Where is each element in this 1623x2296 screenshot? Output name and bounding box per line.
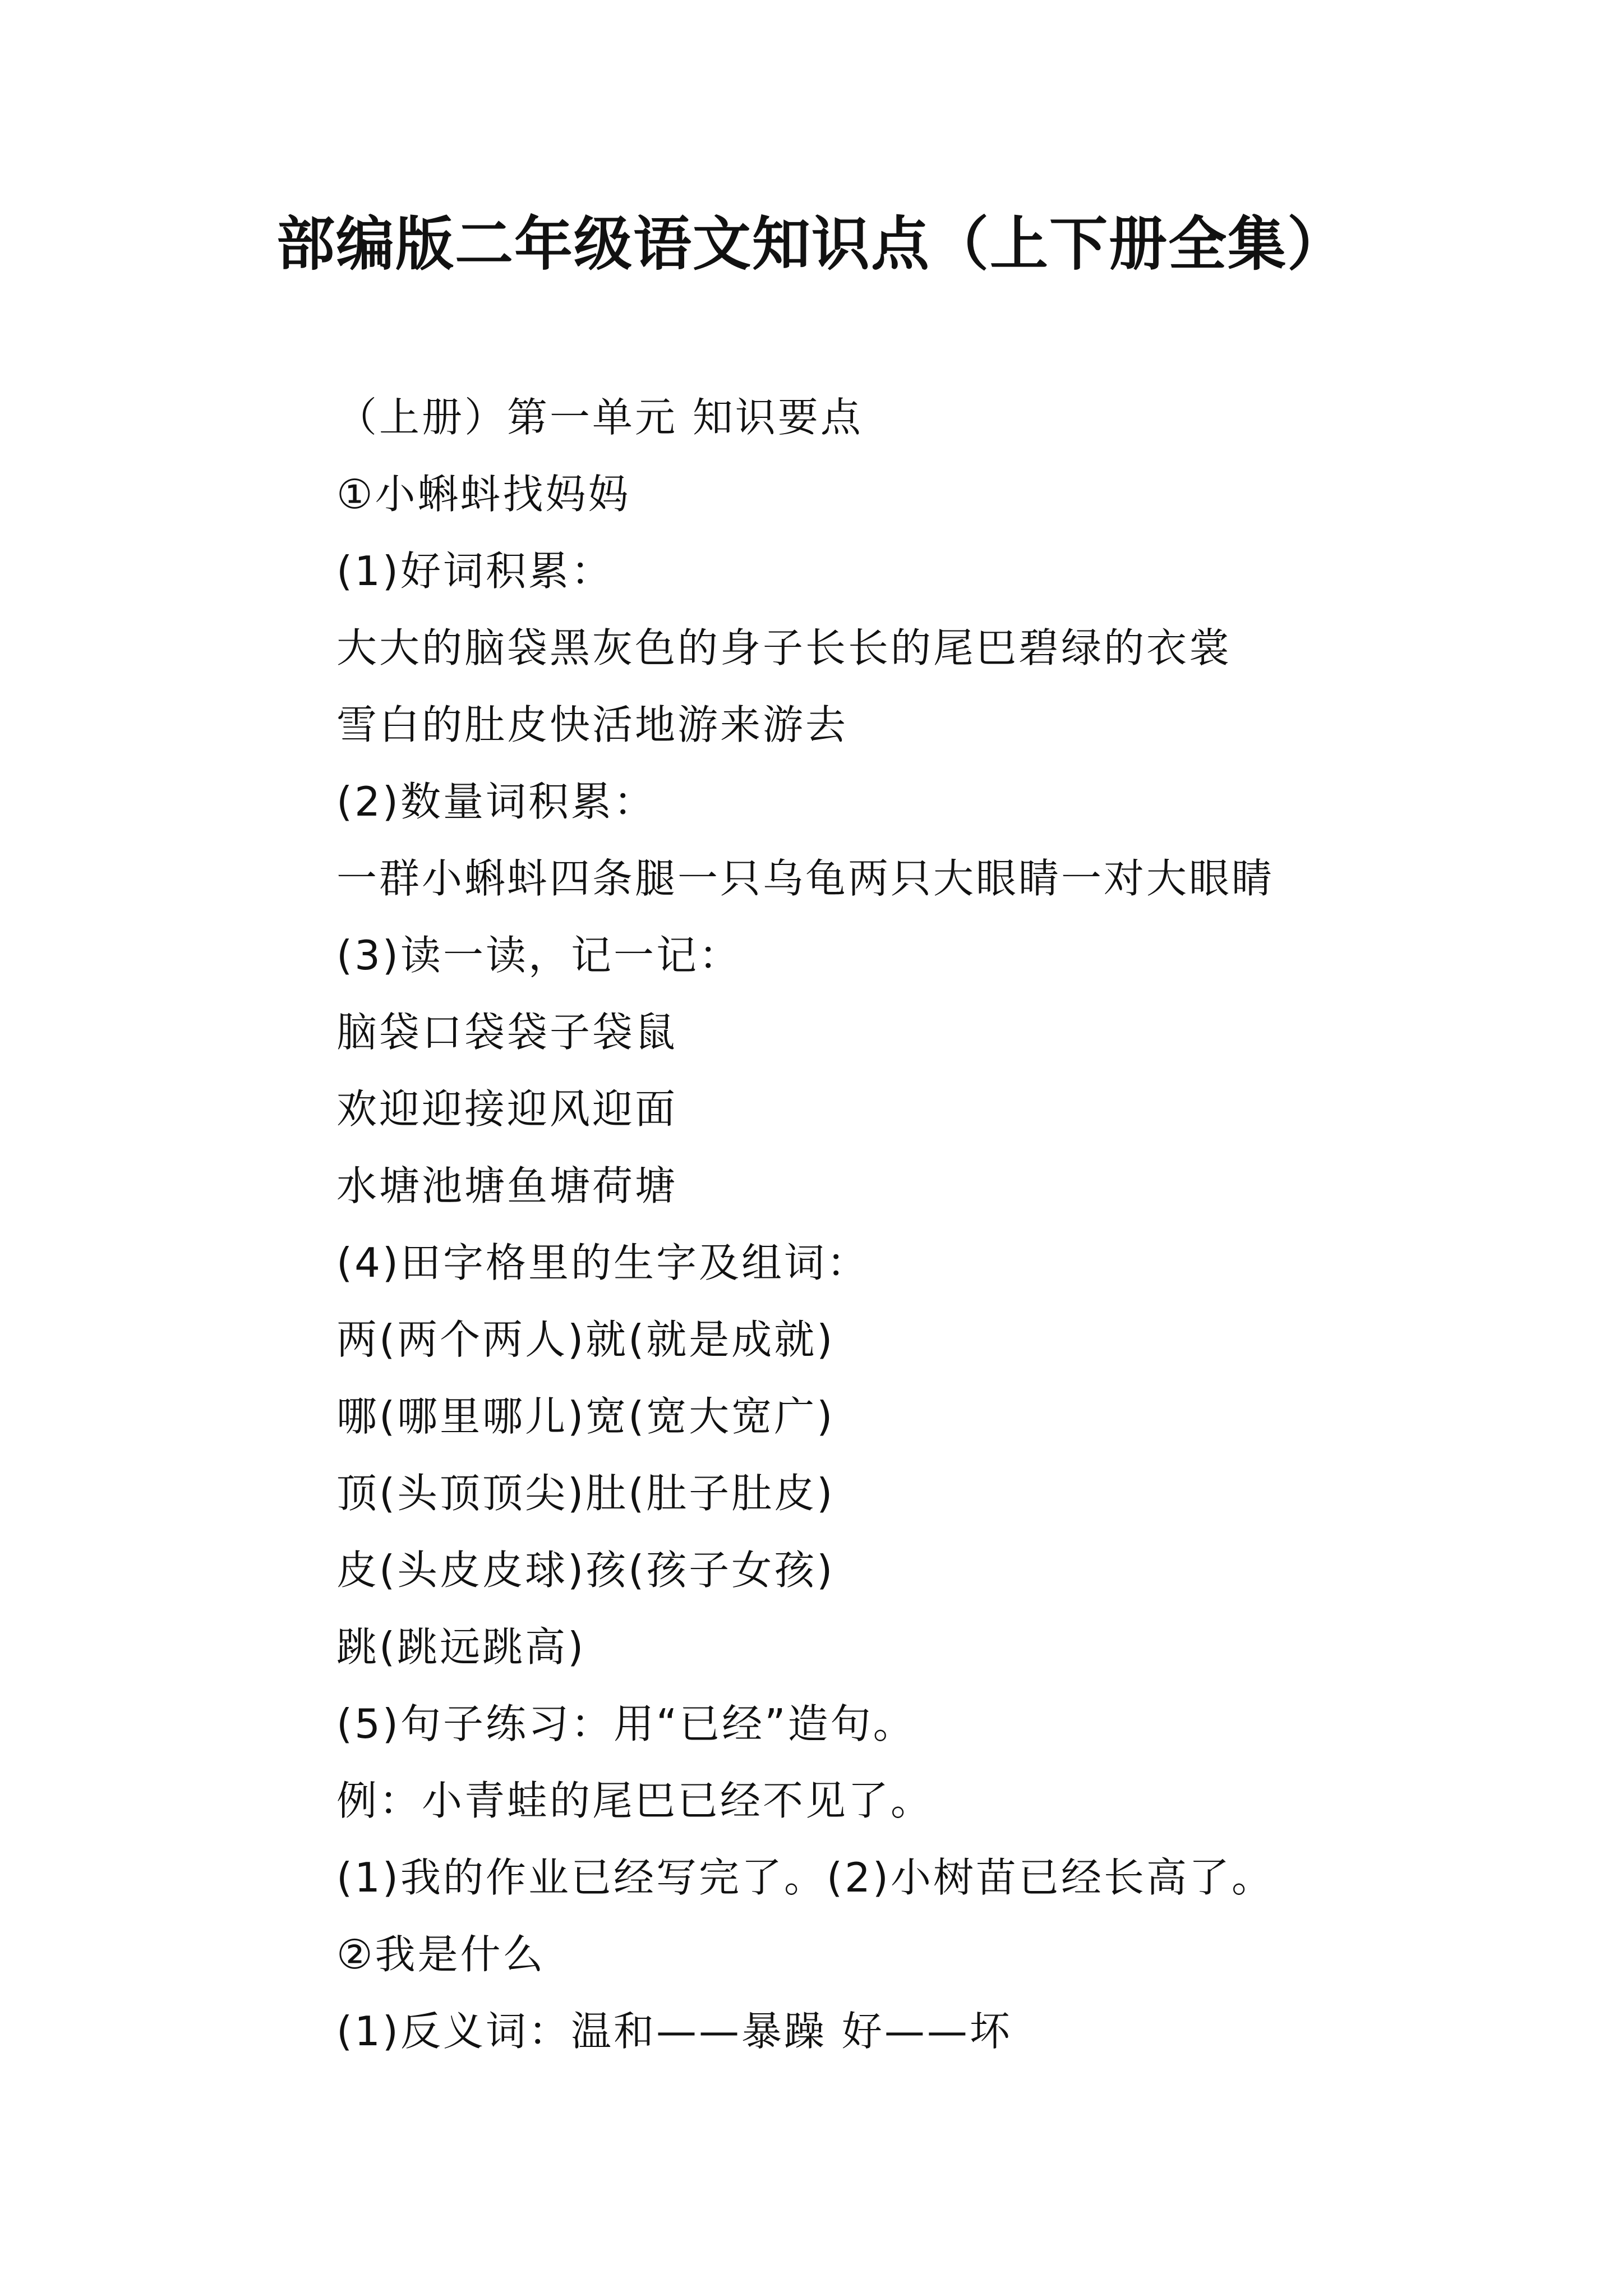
section-heading: (1)反义词：温和——暴躁 好——坏 <box>336 2008 1012 2055</box>
section-heading: (2)数量词积累： <box>336 778 656 825</box>
content-line: 大大的脑袋黑灰色的身子长长的尾巴碧绿的衣裳 <box>336 624 1232 671</box>
content-line: 跳(跳远跳高) <box>336 1623 586 1671</box>
section-heading: (1)好词积累： <box>336 547 614 595</box>
content-line: 顶(头顶顶尖)肚(肚子肚皮) <box>336 1470 835 1517</box>
section-heading: (5)句子练习：用“已经”造句。 <box>336 1700 916 1747</box>
content-line: (1)我的作业已经写完了。(2)小树苗已经长高了。 <box>336 1854 1274 1901</box>
lesson-title: ②我是什么 <box>336 1931 546 1978</box>
content-line: 水塘池塘鱼塘荷塘 <box>336 1162 678 1209</box>
document-body <box>336 379 1514 2070</box>
lesson-title: ①小蝌蚪找妈妈 <box>336 471 631 518</box>
content-line: 脑袋口袋袋子袋鼠 <box>336 1009 678 1056</box>
content-line: 雪白的肚皮快活地游来游去 <box>336 701 849 748</box>
content-line: 例：小青蛙的尾巴已经不见了。 <box>336 1777 934 1824</box>
section-heading: (3)读一读，记一记： <box>336 932 741 979</box>
unit-heading: （上册）第一单元 知识要点 <box>336 394 863 441</box>
section-heading: (4)田字格里的生字及组词： <box>336 1239 869 1286</box>
content-line: 一群小蝌蚪四条腿一只乌龟两只大眼睛一对大眼睛 <box>336 855 1275 902</box>
content-line: 哪(哪里哪儿)宽(宽大宽广) <box>336 1393 835 1440</box>
content-line: 皮(头皮皮球)孩(孩子女孩) <box>336 1547 835 1594</box>
content-line: 两(两个两人)就(就是成就) <box>336 1316 835 1363</box>
document-title: 部编版二年级语文知识点（上下册全集） <box>276 209 1347 278</box>
content-line: 欢迎迎接迎风迎面 <box>336 1085 678 1133</box>
